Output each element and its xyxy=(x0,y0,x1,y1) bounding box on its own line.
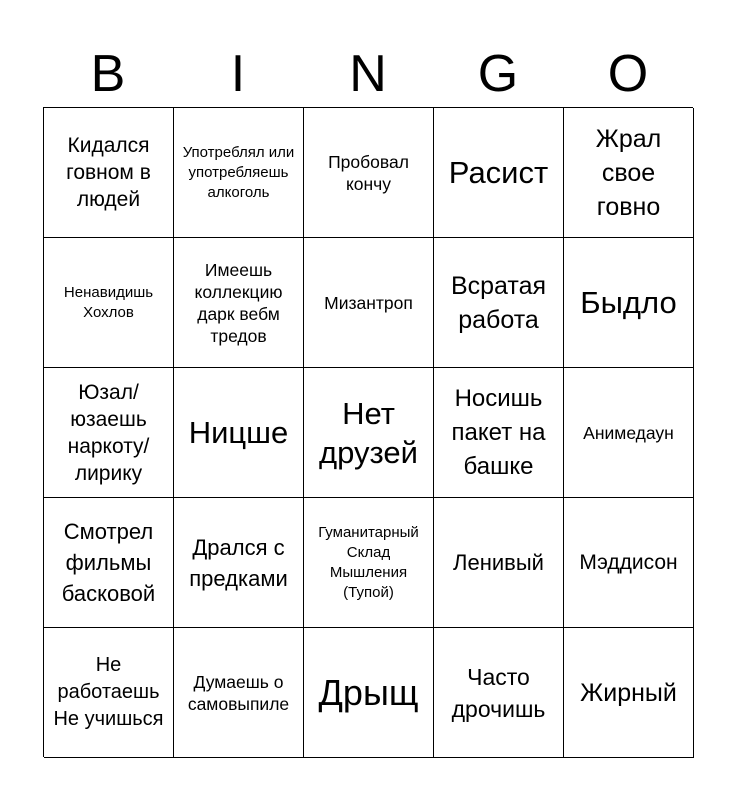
bingo-cell[interactable] xyxy=(564,498,694,628)
bingo-cell[interactable] xyxy=(174,108,304,238)
cell-text: Кидался говном в людей xyxy=(66,134,151,211)
bingo-cell[interactable] xyxy=(44,498,174,628)
cell-text: Ненавидишь Хохлов xyxy=(63,283,154,321)
bingo-cell[interactable] xyxy=(174,368,304,498)
header-letter-o: O xyxy=(607,45,649,103)
bingo-cell[interactable] xyxy=(304,368,434,498)
cell-text: Жирный xyxy=(580,678,677,707)
bingo-cell[interactable] xyxy=(304,628,434,758)
cell-text: Всратая работа xyxy=(450,271,547,334)
cell-text: Мэддисон xyxy=(579,551,678,574)
cell-text: Носишь пакет на башке xyxy=(451,384,546,480)
bingo-cell[interactable] xyxy=(44,238,174,368)
bingo-cell[interactable] xyxy=(434,628,564,758)
bingo-cell[interactable] xyxy=(44,368,174,498)
bingo-cell[interactable] xyxy=(174,498,304,628)
bingo-cell[interactable] xyxy=(44,628,174,758)
cell-text: Анимедаун xyxy=(583,422,674,443)
bingo-cell[interactable] xyxy=(564,368,694,498)
header-letter-g: G xyxy=(477,45,519,103)
header-letter-b: B xyxy=(90,45,126,103)
bingo-cell[interactable] xyxy=(434,108,564,238)
cell-text: Смотрел фильмы басковой xyxy=(61,519,156,606)
bingo-cell[interactable] xyxy=(304,238,434,368)
bingo-cell[interactable] xyxy=(44,108,174,238)
cell-text: Имеешь коллекцию дарк вебм тредов xyxy=(194,259,283,346)
bingo-cell[interactable] xyxy=(174,628,304,758)
cell-text: Дрыщ xyxy=(318,671,419,713)
cell-text: Пробовал кончу xyxy=(328,151,409,194)
header-letter-i: I xyxy=(230,45,246,103)
cell-text: Жрал свое говно xyxy=(595,124,662,221)
bingo-cell[interactable] xyxy=(304,498,434,628)
cell-text: Не работаешь Не учишься xyxy=(53,654,164,730)
cell-text: Употреблял или употребляешь алкоголь xyxy=(182,143,295,201)
cell-text: Часто дрочишь xyxy=(451,663,546,722)
cell-text: Расист xyxy=(448,155,549,190)
cell-text: Мизантроп xyxy=(324,292,413,313)
cell-text: Дрался с предками xyxy=(189,534,288,591)
cell-text: Нет друзей xyxy=(319,395,418,470)
bingo-cell[interactable] xyxy=(564,238,694,368)
bingo-cell[interactable] xyxy=(564,108,694,238)
bingo-board xyxy=(43,107,693,757)
bingo-cell[interactable] xyxy=(434,498,564,628)
cell-text: Быдло xyxy=(580,285,677,320)
cell-text: Гуманитарный Склад Мышления (Тупой) xyxy=(318,523,419,601)
bingo-cell[interactable] xyxy=(434,368,564,498)
cell-text: Юзал/ юзаешь наркоту/ лирику xyxy=(67,380,150,485)
header-letter-n: N xyxy=(349,45,387,103)
bingo-header xyxy=(43,40,693,108)
bingo-cell[interactable] xyxy=(174,238,304,368)
bingo-cell[interactable] xyxy=(304,108,434,238)
cell-text: Ленивый xyxy=(453,550,544,575)
bingo-cell[interactable] xyxy=(564,628,694,758)
cell-text: Думаешь о самовыпиле xyxy=(187,671,290,714)
cell-text: Ницше xyxy=(188,415,289,450)
bingo-cell[interactable] xyxy=(434,238,564,368)
